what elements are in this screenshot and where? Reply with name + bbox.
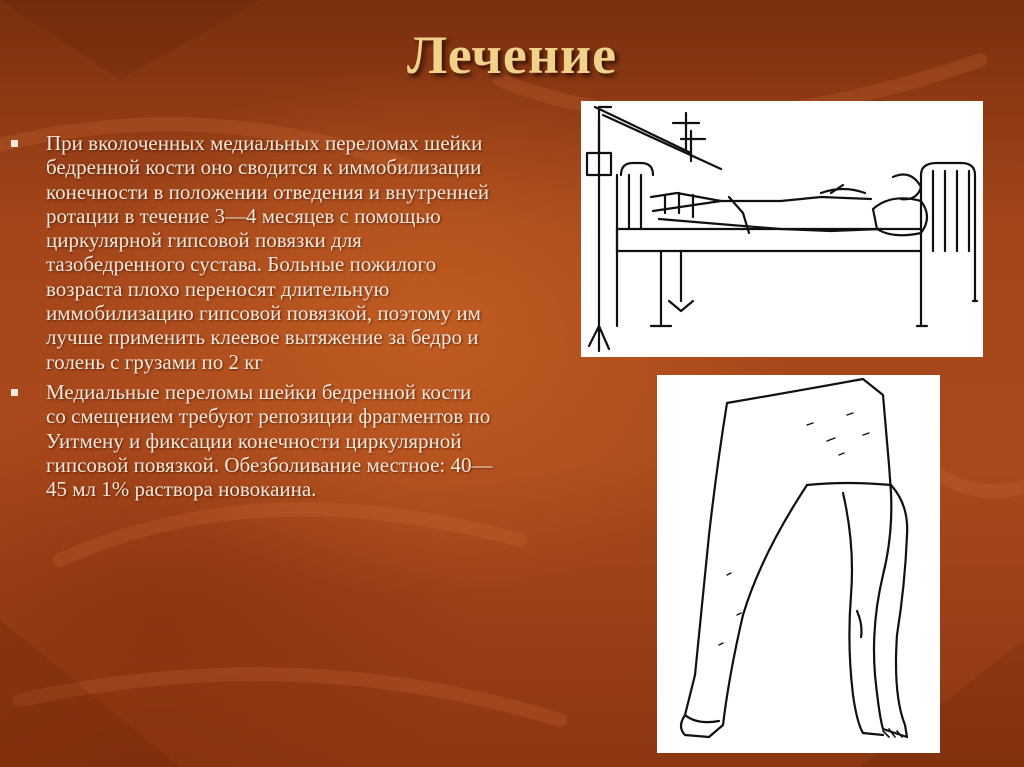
slide-title: Лечение — [406, 25, 618, 85]
bullet-item — [8, 380, 496, 501]
bullet-text: При вколоченных медиальных переломах шейки бедренной кости оно сводится к иммобилизации конечности в положении отведения и внутренней ротации в течение 3—4 месяцев с помощью циркулярной гипсовой повязки для тазобедренного сустава. Больные пожилого возраста плохо переносят длительную иммобилизацию гипсовой повязкой, поэтому им лучше применить клеевое вытяжение за бедро и голень с грузами по 2 кг — [46, 131, 490, 374]
hip-cast-illustration — [657, 375, 940, 753]
bullet-text: Медиальные переломы шейки бедренной кости со смещением требуют репозиции фрагментов по Уитмену и фиксации конечности циркулярной гипсовой повязкой. Обезболивание местное: 40—45 мл 1% раствора новокаина. — [46, 379, 493, 502]
square-bullet-icon — [11, 389, 18, 396]
traction-bed-illustration — [581, 101, 983, 357]
skeletal-traction-bed-icon — [581, 101, 983, 357]
bullet-item — [8, 131, 496, 374]
square-bullet-icon — [11, 140, 18, 147]
hip-spica-cast-icon — [657, 375, 940, 753]
bullet-list — [8, 131, 496, 507]
